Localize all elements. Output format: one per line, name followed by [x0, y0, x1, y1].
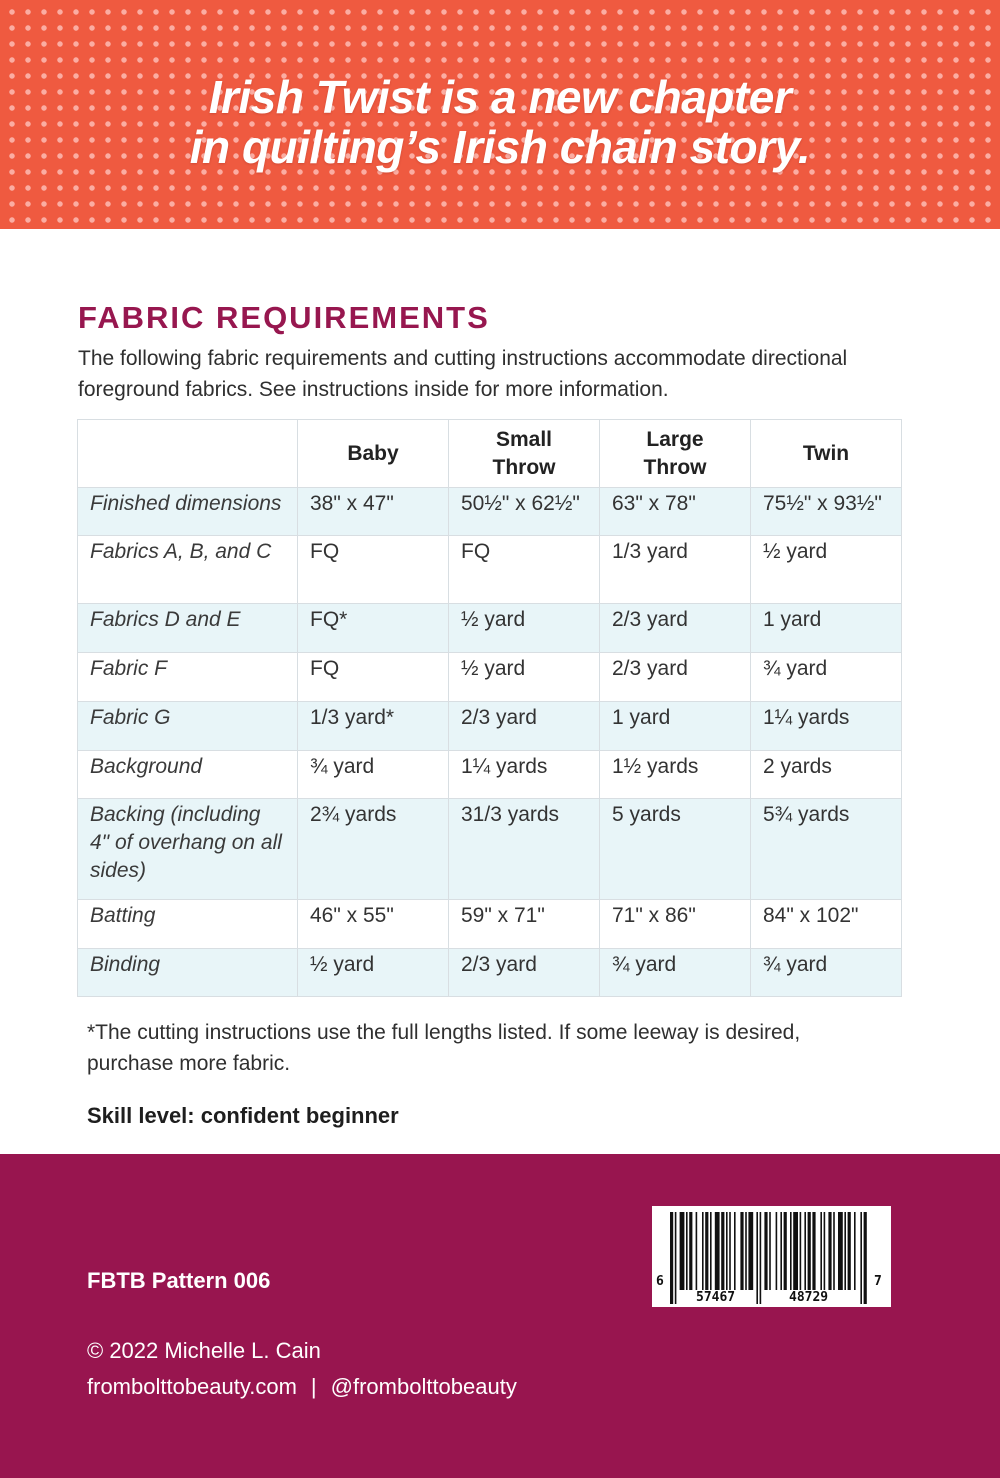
table-row [78, 604, 902, 653]
barcode-bar [696, 1212, 698, 1290]
barcode-bar [756, 1212, 758, 1304]
table-cell: 63" x 78" [600, 488, 751, 536]
header-cell-baby: Baby [298, 420, 449, 488]
barcode-bar [844, 1212, 846, 1290]
footer-band [0, 1154, 1000, 1478]
table-row [78, 653, 902, 702]
table-cell: 1 yard [600, 702, 751, 751]
table-row [78, 799, 902, 900]
table-cell: 75½" x 93½" [751, 488, 902, 536]
barcode-bar [793, 1212, 798, 1290]
table-row [78, 949, 902, 997]
table-cell: ¾ yard [600, 949, 751, 997]
table-cell: ½ yard [751, 536, 902, 604]
table-cell: ¾ yard [751, 653, 902, 702]
row-label: Batting [78, 900, 298, 949]
barcode-bar [729, 1212, 731, 1290]
row-label: Fabrics D and E [78, 604, 298, 653]
barcode-bar [769, 1212, 771, 1290]
table-row [78, 900, 902, 949]
table-row [78, 536, 902, 604]
header-cell-small-throw: Small Throw [449, 420, 600, 488]
barcode-bars-icon [652, 1206, 891, 1307]
table-cell: 84" x 102" [751, 900, 902, 949]
row-label: Fabrics A, B, and C [78, 536, 298, 604]
table-cell: 1/3 yard* [298, 702, 449, 751]
barcode [652, 1206, 891, 1307]
table-cell: FQ [298, 536, 449, 604]
website-link[interactable]: frombolttobeauty.com [87, 1374, 297, 1399]
table-cell: 2 yards [751, 751, 902, 799]
table-cell: 31/3 yards [449, 799, 600, 900]
barcode-bar [848, 1212, 851, 1290]
barcode-bar [702, 1212, 704, 1290]
row-label: Backing (including 4" of overhang on all sides) [78, 799, 298, 900]
table-cell: 2/3 yard [449, 949, 600, 997]
barcode-bar [820, 1212, 822, 1290]
table-cell: FQ [298, 653, 449, 702]
table-header-row [78, 420, 902, 488]
table-cell: ½ yard [298, 949, 449, 997]
barcode-group-right: 48729 [789, 1290, 829, 1305]
table-row [78, 702, 902, 751]
row-label: Binding [78, 949, 298, 997]
barcode-bar [710, 1212, 712, 1290]
row-label: Background [78, 751, 298, 799]
pattern-number: FBTB Pattern 006 [87, 1268, 271, 1293]
barcode-bar [838, 1212, 843, 1290]
section-heading: FABRIC REQUIREMENTS [78, 300, 490, 335]
barcode-bar [776, 1212, 778, 1290]
table-cell: 2/3 yard [449, 702, 600, 751]
banner-tagline-line2: in quilting’s Irish chain story. [189, 121, 811, 173]
row-label: Finished dimensions [78, 488, 298, 536]
barcode-bar [705, 1212, 708, 1290]
barcode-digit-right: 7 [874, 1274, 882, 1289]
cutting-footnote: *The cutting instructions use the full lengths listed. If some leeway is desired, purchase more fabric. [87, 1021, 801, 1075]
barcode-bar [726, 1212, 728, 1290]
barcode-bar [784, 1212, 787, 1290]
barcode-bar [860, 1212, 862, 1304]
table-cell: FQ [449, 536, 600, 604]
row-label: Fabric G [78, 702, 298, 751]
fabric-requirements-table [77, 419, 902, 997]
barcode-bar [764, 1212, 767, 1290]
section-intro: The following fabric requirements and cutting instructions accommodate directional foreground fabrics. See instructions inside for more information. [78, 347, 848, 401]
barcode-bar [833, 1212, 835, 1290]
barcode-bar [670, 1212, 673, 1304]
table-cell: 1/3 yard [600, 536, 751, 604]
table-cell: 1¼ yards [449, 751, 600, 799]
table-cell: 2/3 yard [600, 653, 751, 702]
barcode-bar [812, 1212, 815, 1290]
barcode-bar [854, 1212, 856, 1290]
table-cell: 46" x 55" [298, 900, 449, 949]
social-handle-link[interactable]: @frombolttobeauty [330, 1374, 517, 1399]
header-banner [0, 0, 1000, 229]
table-cell: 2/3 yard [600, 604, 751, 653]
copyright: © 2022 Michelle L. Cain [87, 1338, 321, 1363]
table-cell: 1½ yards [600, 751, 751, 799]
barcode-bar [734, 1212, 736, 1290]
link-separator: | [310, 1374, 317, 1399]
table-cell: ¾ yard [298, 751, 449, 799]
table-cell: 5¾ yards [751, 799, 902, 900]
table-cell: 38" x 47" [298, 488, 449, 536]
table-cell: 1¼ yards [751, 702, 902, 751]
skill-level: Skill level: confident beginner [87, 1103, 399, 1128]
barcode-bar [721, 1212, 724, 1290]
barcode-bar [824, 1212, 826, 1290]
table-cell: ½ yard [449, 604, 600, 653]
footer-links [87, 1374, 517, 1400]
barcode-bar [828, 1212, 831, 1290]
barcode-bar [740, 1212, 743, 1290]
table-cell: ¾ yard [751, 949, 902, 997]
barcode-bar [689, 1212, 692, 1290]
table-row [78, 751, 902, 799]
table-cell: 1 yard [751, 604, 902, 653]
header-cell-twin: Twin [751, 420, 902, 488]
barcode-bar [760, 1212, 762, 1304]
table-cell: 5 yards [600, 799, 751, 900]
table-cell: 71" x 86" [600, 900, 751, 949]
table-row [78, 488, 902, 536]
barcode-bar [715, 1212, 720, 1290]
barcode-bar [680, 1212, 685, 1290]
row-label: Fabric F [78, 653, 298, 702]
barcode-group-left: 57467 [696, 1290, 736, 1305]
table-cell: 59" x 71" [449, 900, 600, 949]
table-cell: FQ* [298, 604, 449, 653]
header-cell-empty [78, 420, 298, 488]
barcode-bar [745, 1212, 747, 1290]
barcode-bar [748, 1212, 753, 1290]
barcode-bar [790, 1212, 792, 1290]
table-cell: ½ yard [449, 653, 600, 702]
barcode-bar [808, 1212, 811, 1290]
table-cell: 50½" x 62½" [449, 488, 600, 536]
barcode-bar [675, 1212, 677, 1304]
barcode-bar [804, 1212, 806, 1290]
banner-tagline-line1: Irish Twist is a new chapter [208, 71, 792, 123]
barcode-bar [800, 1212, 802, 1290]
barcode-bar [864, 1212, 867, 1304]
header-cell-large-throw: Large Throw [600, 420, 751, 488]
barcode-bar [686, 1212, 688, 1290]
barcode-bar [780, 1212, 782, 1290]
table-cell: 2¾ yards [298, 799, 449, 900]
barcode-digit-left: 6 [656, 1274, 664, 1289]
